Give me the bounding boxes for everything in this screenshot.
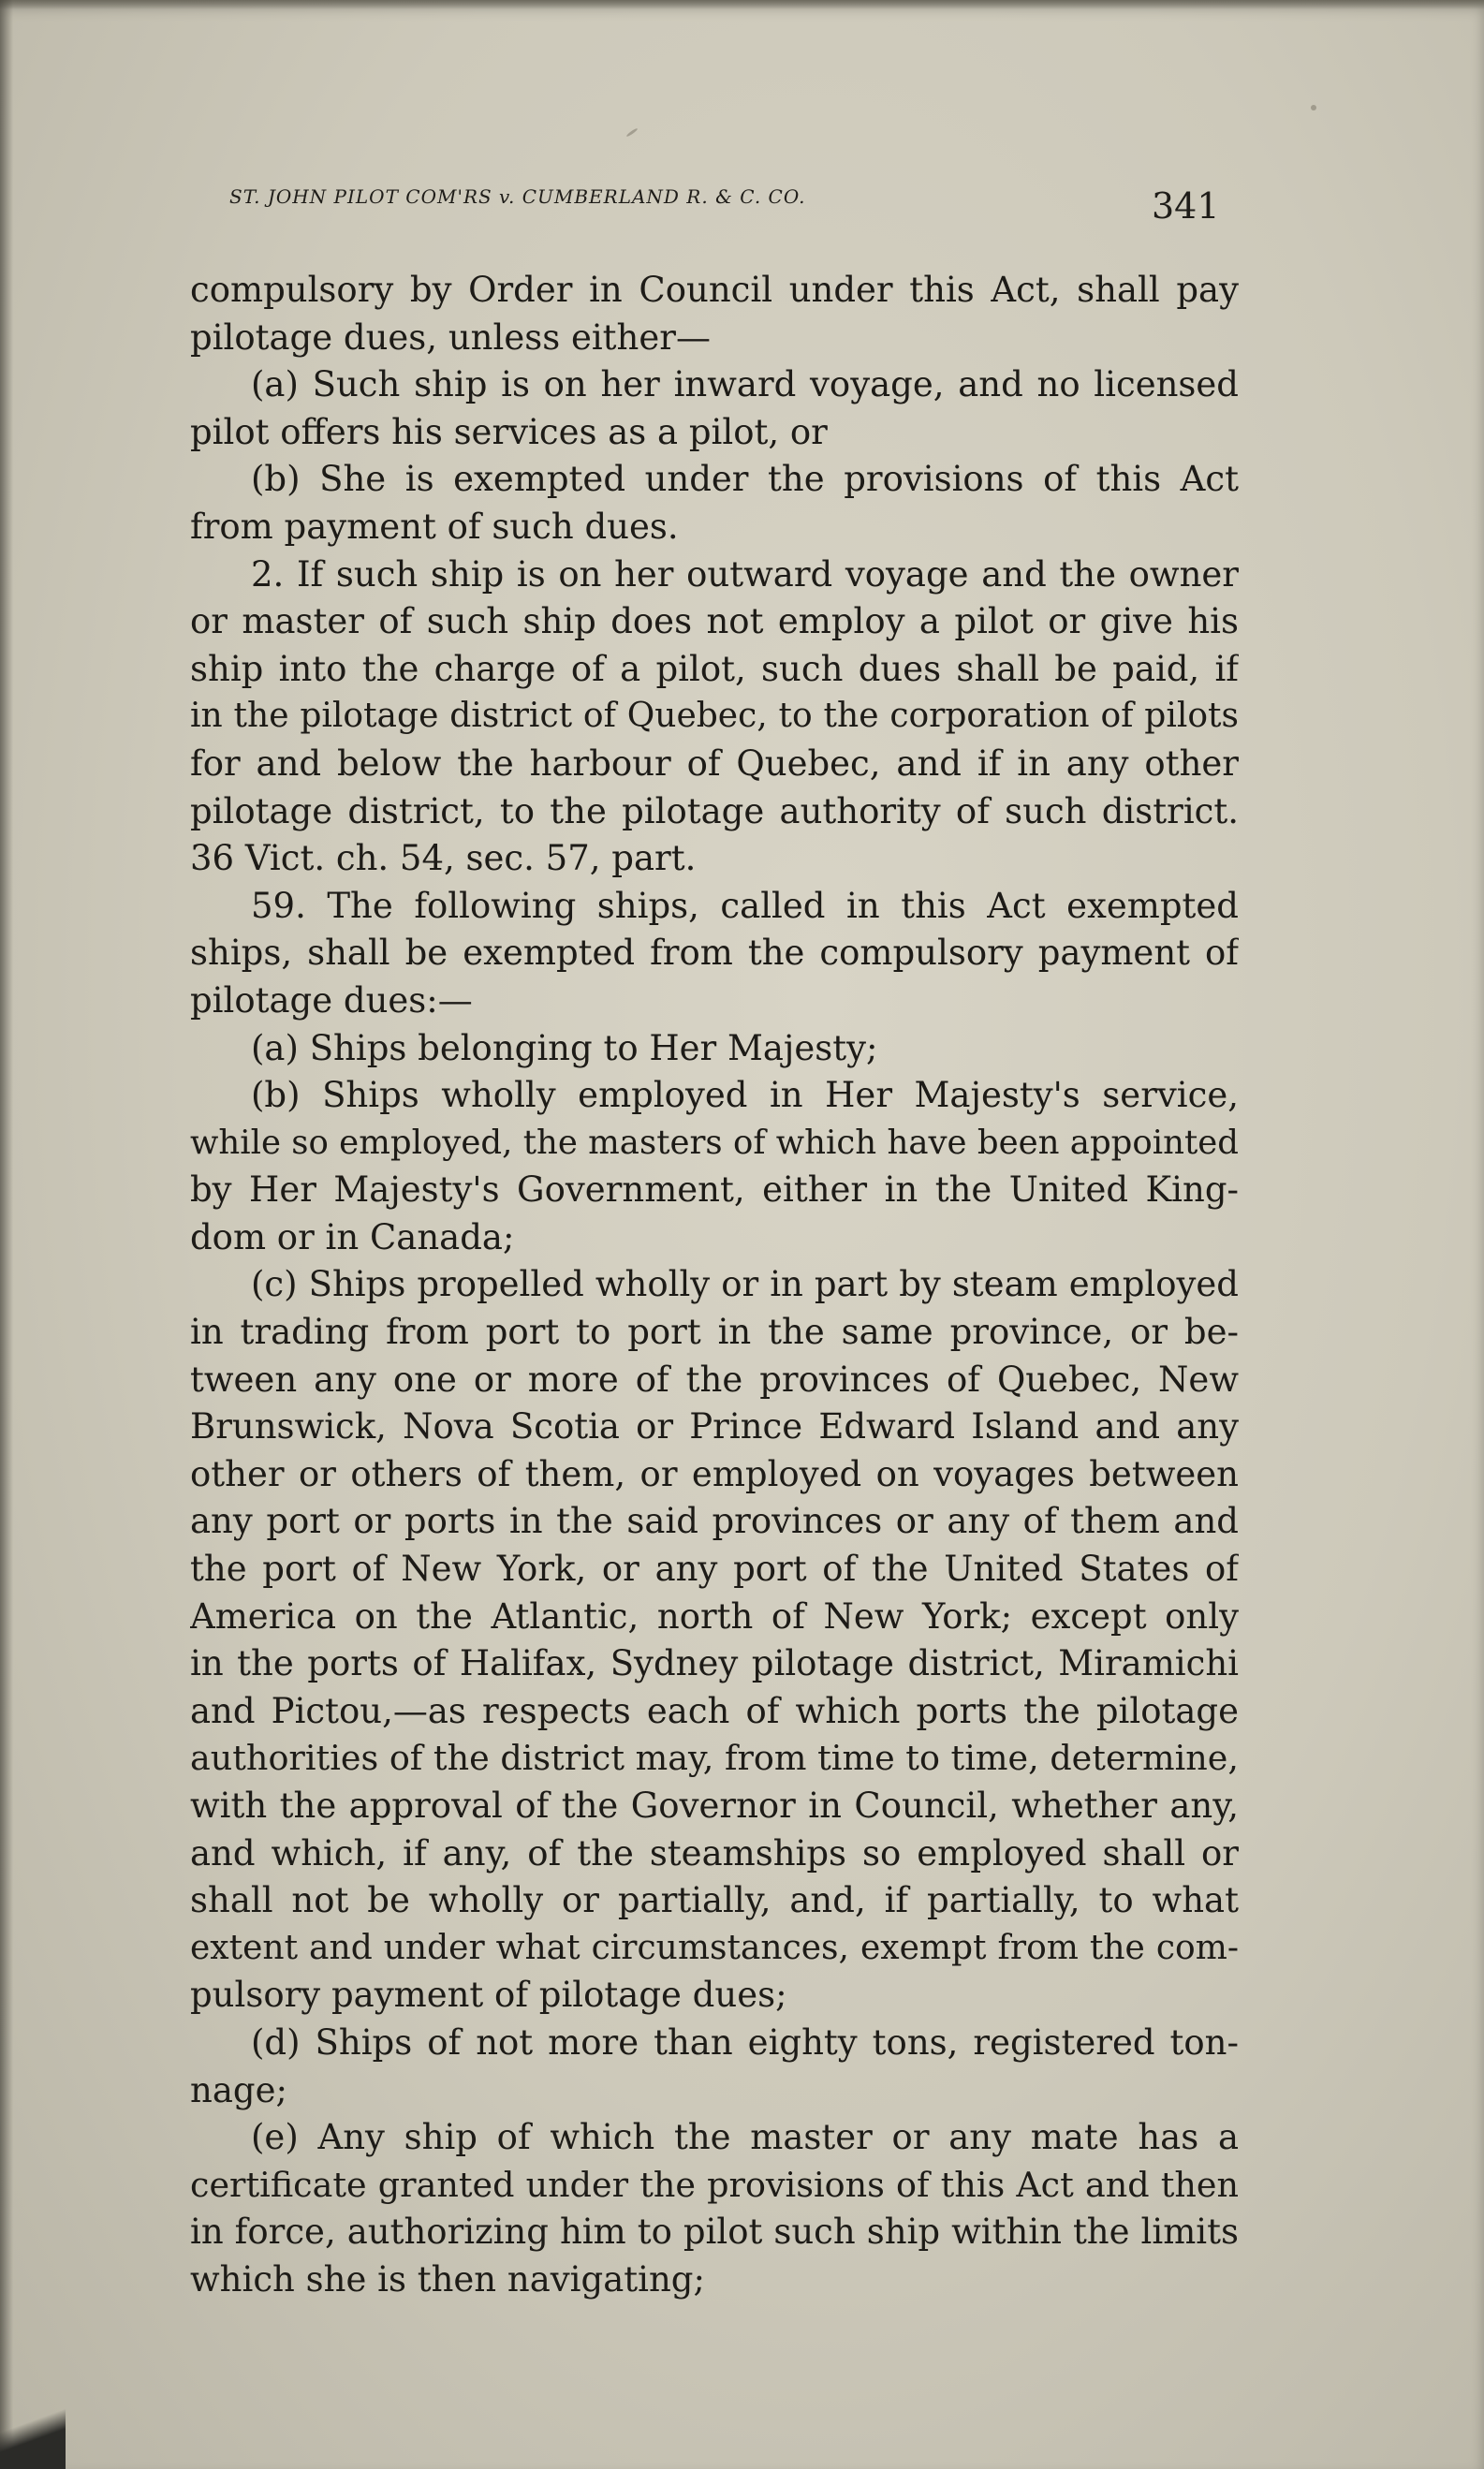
ink-speck — [1311, 105, 1316, 110]
text-line: by Her Majesty's Government, either in the United King- — [190, 1169, 1239, 1211]
text-line: pulsory payment of pilotage dues; — [190, 1975, 787, 2016]
text-line: pilotage dues, unless either— — [190, 316, 711, 358]
text-line: in trading from port to port in the same province, or be- — [190, 1312, 1239, 1353]
text-line: tween any one or more of the provinces of Quebec, New — [190, 1359, 1239, 1400]
text-line: in force, authorizing him to pilot such ship within the limits — [190, 2212, 1239, 2253]
text-line: nage; — [190, 2069, 287, 2110]
text-line: and Pictou,—as respects each of which ports the pilotage — [190, 1690, 1239, 1731]
text-line: from payment of such dues. — [190, 506, 679, 547]
text-line: (e) Any ship of which the master or any mate has a — [251, 2117, 1239, 2158]
page-corner-shadow — [0, 2392, 66, 2469]
page-top-shadow — [0, 0, 1484, 9]
text-line: 36 Vict. ch. 54, sec. 57, part. — [190, 838, 697, 879]
text-line: pilot offers his services as a pilot, or — [190, 411, 828, 452]
text-line: other or others of them, or employed on voyages between — [190, 1453, 1239, 1494]
text-line: (c) Ships propelled wholly or in part by steam employed — [251, 1264, 1239, 1305]
ink-speck — [625, 127, 638, 137]
text-line: (d) Ships of not more than eighty tons, registered ton- — [251, 2021, 1239, 2063]
text-line: certificate granted under the provisions of this Act and then — [190, 2164, 1239, 2205]
text-line: extent and under what circumstances, exempt from the com- — [190, 1928, 1239, 1967]
text-line: authorities of the district may, from time to time, determine, — [190, 1738, 1239, 1779]
text-line: America on the Atlantic, north of New York; except only — [190, 1595, 1239, 1637]
text-line: (a) Ships belonging to Her Majesty; — [251, 1027, 878, 1068]
text-line: 2. If such ship is on her outward voyage and the owner — [251, 553, 1239, 595]
text-line: or master of such ship does not employ a pilot or give his — [190, 601, 1239, 642]
text-line: 59. The following ships, called in this Act exempted — [251, 885, 1239, 926]
text-line: (a) Such ship is on her inward voyage, and no licensed — [251, 364, 1239, 405]
text-line: shall not be wholly or partially, and, if partially, to what — [190, 1880, 1239, 1921]
text-line: the port of New York, or any port of the United States of — [190, 1549, 1239, 1590]
text-line: pilotage district, to the pilotage authority of such district. — [190, 790, 1239, 831]
text-line: any port or ports in the said provinces or any of them and — [190, 1501, 1239, 1542]
text-line: while so employed, the masters of which have been appointed — [190, 1123, 1239, 1162]
text-line: in the ports of Halifax, Sydney pilotage district, Miramichi — [190, 1643, 1239, 1684]
text-line: compulsory by Order in Council under this Act, shall pay — [190, 270, 1239, 310]
text-line: dom or in Canada; — [190, 1216, 515, 1257]
page-number: 341 — [1152, 185, 1220, 227]
text-line: with the approval of the Governor in Council, whether any, — [190, 1786, 1239, 1826]
running-head: ST. JOHN PILOT COM'RS v. CUMBERLAND R. & C. CO. — [229, 185, 806, 208]
text-line: for and below the harbour of Quebec, and if in any other — [190, 742, 1239, 784]
text-line: Brunswick, Nova Scotia or Prince Edward Island and any — [190, 1406, 1239, 1448]
page-gutter-shadow — [0, 0, 13, 2469]
text-line: which she is then navigating; — [190, 2258, 705, 2300]
text-line: pilotage dues:— — [190, 979, 473, 1021]
text-line: (b) Ships wholly employed in Her Majesty's service, — [251, 1075, 1239, 1116]
body-text — [190, 267, 1239, 2304]
text-line: ships, shall be exempted from the compulsory payment of — [190, 933, 1239, 974]
text-line: ship into the charge of a pilot, such dues shall be paid, if — [190, 648, 1239, 689]
text-line: (b) She is exempted under the provisions of this Act — [251, 459, 1239, 500]
text-line: and which, if any, of the steamships so employed shall or — [190, 1832, 1239, 1874]
text-line: in the pilotage district of Quebec, to the corporation of pilots — [190, 697, 1239, 736]
